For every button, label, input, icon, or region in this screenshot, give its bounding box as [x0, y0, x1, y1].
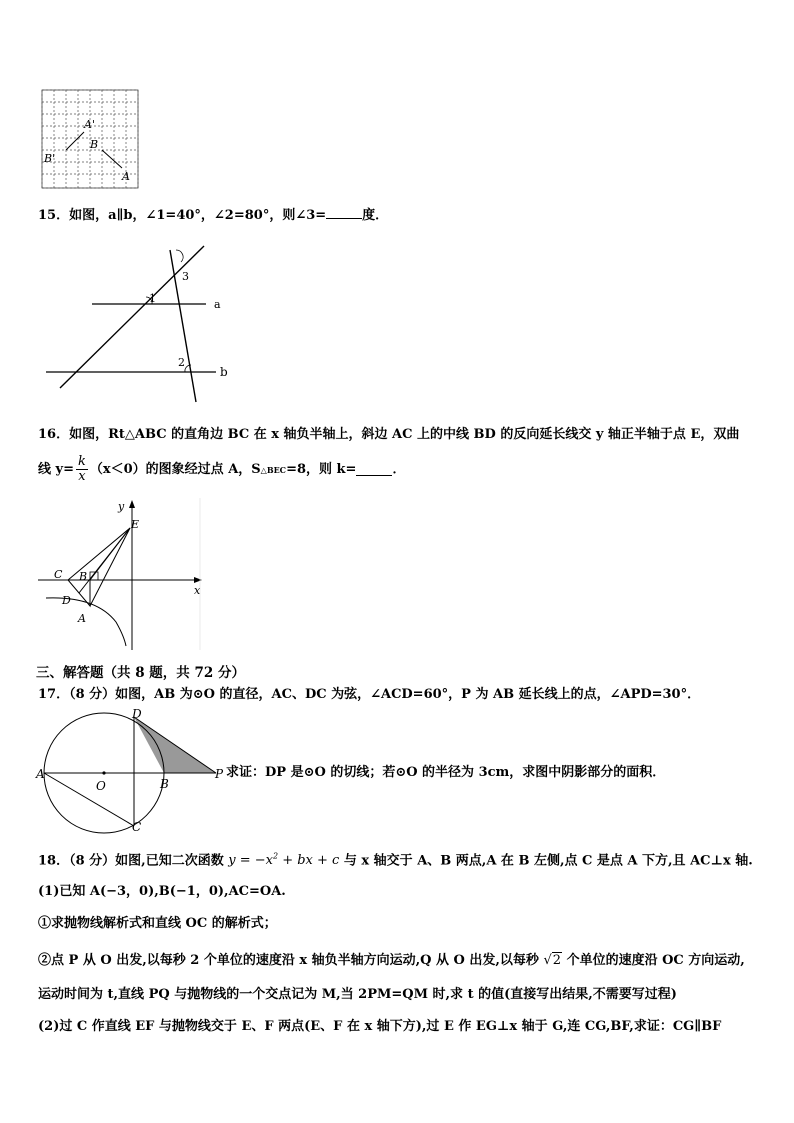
q18-line5: 运动时间为 t,直线 PQ 与抛物线的一个交点记为 M,当 2PM=QM 时,求 t 的值(直接写出结果,不需要写过程): [38, 987, 677, 1002]
q16-answer-blank[interactable]: [356, 463, 392, 476]
q18-sqrt-val: 2: [552, 953, 562, 968]
label-a-prime: A': [84, 118, 95, 131]
label-a: A: [78, 612, 86, 625]
label-b: B: [79, 570, 88, 583]
q18-formula-body: = −x: [235, 853, 273, 869]
q17-line1: 17．（8 分）如图，AB 为⊙O 的直径，AC、DC 为弦，∠ACD=60°，P 为 AB 延长线上的点，∠APD=30°．: [38, 687, 701, 702]
q17-line2: 求证：DP 是⊙O 的切线；若⊙O 的半径为 3cm，求图中阴影部分的面积．: [226, 765, 666, 780]
q15-stem: 15．如图，a∥b，∠1=40°，∠2=80°，则∠3=: [38, 208, 327, 223]
q15-answer-blank[interactable]: [326, 206, 362, 219]
q16-line2-mid: （x＜0）的图象经过点 A，S: [89, 461, 261, 477]
label-y: y: [118, 500, 125, 513]
q18-formula-rest: + bx + c: [278, 853, 340, 869]
q18-formula-exp: 2: [272, 852, 279, 861]
grid-figure: [40, 88, 140, 190]
label-angle-2: 2: [178, 356, 185, 369]
q15-text: [38, 206, 388, 225]
chord-ac: [44, 773, 134, 826]
label-b: B: [160, 777, 169, 791]
q16-fraction: [76, 455, 88, 484]
q16-frac-den: x: [78, 469, 86, 484]
segment-c-e: [68, 528, 130, 580]
q18-line6: (2)过 C 作直线 EF 与抛物线交于 E、F 两点(E、F 在 x 轴下方),过 E 作 EG⊥x 轴于 G,连 CG,BF,求证：CG∥BF: [38, 1019, 722, 1034]
label-c: C: [54, 568, 63, 581]
q18-sqrt-sym: √: [543, 953, 552, 968]
q18-line1-post: 与 x 轴交于 A、B 两点,A 在 B 左侧,点 C 是点 A 下方,且 AC⊥x 轴.: [343, 853, 753, 869]
q18-formula: [228, 853, 339, 868]
q15-figure: [40, 240, 240, 408]
q18-line2: (1)已知 A(−3，0),B(−1，0),AC=OA.: [38, 884, 286, 899]
q18-line1-pre: 18．（8 分）如图,已知二次函数: [38, 853, 224, 869]
q16-line2-pre: 线 y=: [38, 461, 74, 477]
q16-figure: [36, 496, 206, 652]
label-a: A: [36, 767, 45, 781]
q16-line2-end: ．: [392, 461, 406, 477]
q18-line4-post: 个单位的速度沿 OC 方向运动,: [566, 953, 745, 968]
q18-formula-y: y: [228, 853, 236, 869]
segment-a-e: [90, 528, 130, 606]
label-d: D: [132, 708, 142, 721]
label-line-b: b: [220, 365, 228, 379]
q18-line4-pre: ②点 P 从 O 出发,以每秒 2 个单位的速度沿 x 轴负半轴方向运动,Q 从 O 出发,以每秒: [38, 953, 539, 968]
segment-d-e: [79, 528, 130, 593]
q18-line3: ①求抛物线解析式和直线 OC 的解析式；: [38, 916, 277, 931]
q15-suffix: 度．: [362, 208, 389, 223]
label-p: P: [215, 767, 224, 781]
q16-line1: 16．如图，Rt△ABC 的直角边 BC 在 x 轴负半轴上，斜边 AC 上的中线 BD 的反向延长线交 y 轴正半轴于点 E，双曲: [38, 427, 740, 442]
segment-b-a: [102, 150, 122, 168]
label-b-prime: B': [44, 152, 56, 165]
q18-line1: [38, 848, 753, 870]
label-angle-3: 3: [182, 270, 189, 283]
hyperbola: [46, 598, 126, 646]
label-d: D: [62, 594, 71, 607]
angle-3-arc: [176, 250, 183, 262]
q16-line2: [38, 455, 405, 484]
section3-title: 三、解答题（共 8 题，共 72 分）: [36, 665, 245, 681]
label-c: C: [132, 820, 142, 834]
label-line-a: a: [214, 298, 221, 311]
q18-sqrt: [543, 952, 562, 968]
q18-line4: [38, 952, 745, 970]
center-dot: [102, 771, 105, 774]
label-o: O: [96, 779, 106, 793]
label-e: E: [131, 518, 140, 531]
segment-a-prime-b-prime: [66, 132, 84, 150]
q16-frac-num: k: [77, 454, 86, 469]
q16-sub: △BEC: [260, 464, 287, 475]
label-angle-1: 1: [149, 292, 156, 305]
label-x: x: [194, 584, 201, 597]
q16-line2-post: =8，则 k=: [286, 461, 357, 477]
q17-figure: [34, 708, 230, 836]
label-a: A: [122, 170, 130, 183]
label-b: B: [90, 138, 99, 151]
